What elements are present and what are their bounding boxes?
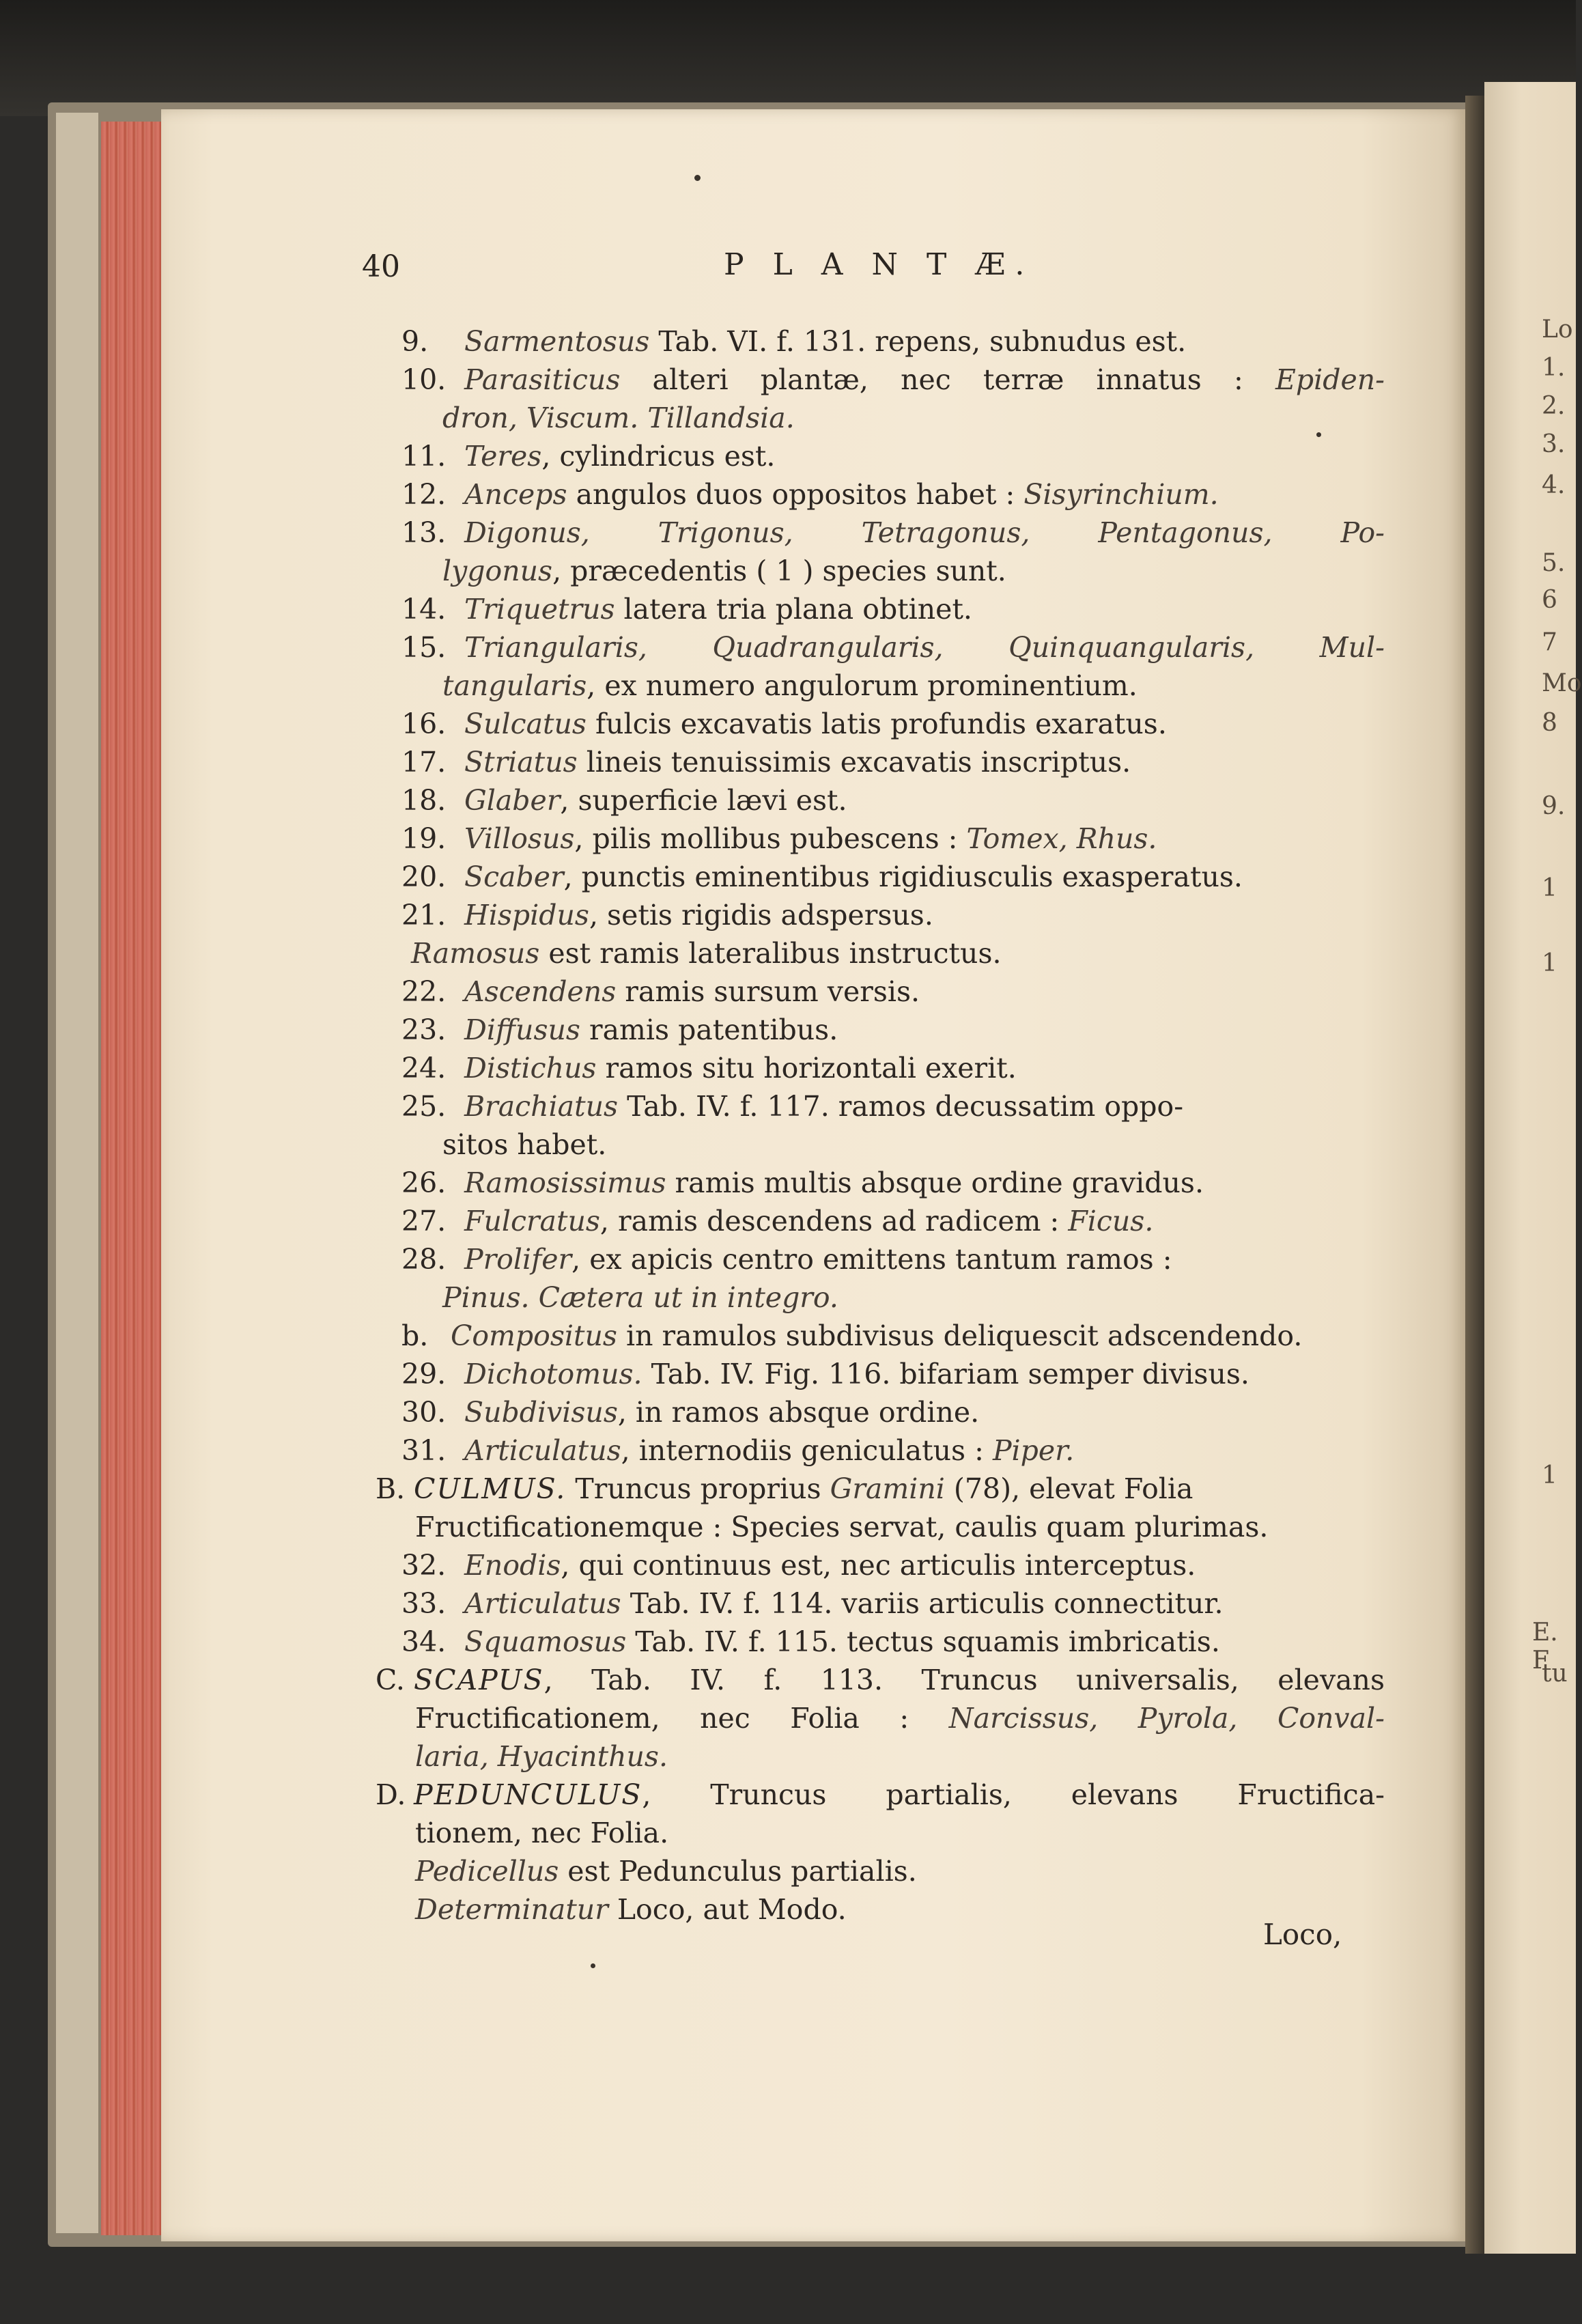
text-line <box>415 1814 1385 1852</box>
term: Striatus <box>464 746 578 779</box>
item-number: 14. <box>401 593 447 626</box>
term: Articulatus <box>464 1587 621 1620</box>
definition: fulcis excavatis latis profundis exaratus. <box>586 708 1167 740</box>
facing-fragment: E. F <box>1532 1619 1558 1675</box>
text-line <box>401 361 1385 399</box>
item-number: 16. <box>401 708 447 740</box>
term: Dichotomus. <box>464 1358 642 1390</box>
text-line <box>401 1164 1385 1202</box>
facing-fragment: Mo <box>1542 669 1582 697</box>
definition: , Truncus partialis, elevans Fructifica- <box>642 1778 1385 1811</box>
ink-speck <box>694 175 701 181</box>
definition: ramis multis absque ordine gravidus. <box>666 1166 1204 1199</box>
text-line <box>401 1317 1385 1355</box>
definition: Truncus proprius <box>566 1472 821 1505</box>
term: Squamosus <box>464 1625 627 1658</box>
example-genera: Piper. <box>983 1434 1075 1467</box>
definition: latera tria plana obtinet. <box>615 593 972 626</box>
term: Distichus <box>464 1052 597 1084</box>
item-number: 12. <box>401 478 447 511</box>
text-line <box>415 1890 1385 1929</box>
definition: lineis tenuissimis excavatis inscriptus. <box>577 746 1131 779</box>
text-line <box>401 590 1385 628</box>
book-gutter <box>1465 96 1484 2254</box>
term: Teres <box>464 440 542 473</box>
text-line <box>401 1011 1385 1049</box>
definition: est ramis lateralibus instructus. <box>539 937 1002 970</box>
item-number: 33. <box>401 1587 447 1620</box>
text-line <box>401 1584 1385 1623</box>
item-number: 24. <box>401 1052 447 1084</box>
definition: Tab. VI. f. 131. repens, subnudus est. <box>649 325 1187 358</box>
term: Ramosus <box>411 937 540 970</box>
term: Subdivisus <box>464 1396 618 1429</box>
facing-fragment: 1 <box>1542 1461 1557 1489</box>
item-number: 10. <box>401 363 447 396</box>
term: Compositus <box>451 1319 617 1352</box>
facing-fragment: 3. <box>1542 430 1566 458</box>
text-line <box>442 399 1385 437</box>
item-number: 31. <box>401 1434 447 1467</box>
backdrop <box>0 0 1576 116</box>
definition: , cylindricus est. <box>541 440 776 473</box>
page-text <box>376 322 1385 1929</box>
text-line <box>401 1546 1385 1584</box>
ink-speck <box>591 1963 595 1968</box>
definition: Tab. IV. Fig. 116. bifariam semper divisus. <box>642 1358 1249 1390</box>
facing-fragment: 4. <box>1542 471 1566 499</box>
section-letter: D. <box>376 1778 406 1811</box>
page-block-edge <box>56 113 98 2233</box>
facing-fragment: 5. <box>1542 549 1566 577</box>
section-letter: B. <box>376 1472 406 1505</box>
item-number: 27. <box>401 1205 447 1237</box>
text-line <box>401 514 1385 552</box>
text-line <box>401 437 1385 475</box>
term: Pedicellus <box>415 1855 559 1888</box>
definition: ramis sursum versis. <box>616 975 920 1008</box>
text-line <box>442 667 1385 705</box>
item-number: 11. <box>401 440 447 473</box>
example-genera: dron, Viscum. Tillandsia. <box>442 402 795 434</box>
term: Scaber <box>464 860 564 893</box>
term: Anceps <box>464 478 567 511</box>
term: Determinatur <box>415 1893 608 1926</box>
text-line <box>401 1202 1385 1240</box>
term: Enodis <box>464 1549 561 1582</box>
term: Prolifer <box>464 1243 572 1276</box>
definition: , ex numero angulorum prominentium. <box>587 669 1138 702</box>
red-sprinkled-edge <box>101 122 163 2235</box>
example-genera: Sisyrinchium. <box>1015 478 1219 511</box>
facing-fragment: 1 <box>1542 949 1557 977</box>
example-genera: Ficus. <box>1059 1205 1154 1237</box>
definition: , ramis descendens ad radicem : <box>599 1205 1060 1237</box>
term: Parasiticus <box>464 363 621 396</box>
item-number: 25. <box>401 1090 447 1123</box>
item-number: 19. <box>401 822 447 855</box>
definition: (78), elevat Folia <box>944 1472 1193 1505</box>
item-number: 28. <box>401 1243 447 1276</box>
term: lygonus <box>442 555 553 587</box>
definition: sitos habet. <box>442 1128 607 1161</box>
text-line <box>415 1699 1385 1737</box>
text-line <box>401 1431 1385 1470</box>
section-heading: PEDUNCULUS <box>414 1778 642 1811</box>
item-number: 18. <box>401 784 447 817</box>
text-line <box>401 1087 1385 1125</box>
term: Brachiatus <box>464 1090 619 1123</box>
text-line <box>442 1125 1385 1164</box>
text-line <box>401 820 1385 858</box>
text-line <box>442 1278 1385 1317</box>
item-number: b. <box>401 1319 429 1352</box>
definition: , internodiis geniculatus : <box>621 1434 984 1467</box>
definition: Fructificationem, nec Folia : <box>415 1702 909 1735</box>
item-number: 30. <box>401 1396 447 1429</box>
item-number: 23. <box>401 1013 447 1046</box>
term: tangularis <box>442 669 587 702</box>
example-genera: Narcissus, Pyrola, Conval- <box>909 1702 1385 1735</box>
definition: in ramulos subdivisus deliquescit adscendendo. <box>617 1319 1303 1352</box>
term: Glaber <box>464 784 561 817</box>
definition: , in ramos absque ordine. <box>617 1396 980 1429</box>
item-number: 22. <box>401 975 447 1008</box>
text-line <box>401 1240 1385 1278</box>
text-line <box>401 322 1385 361</box>
definition: , pilis mollibus pubescens : <box>574 822 958 855</box>
text-line <box>442 552 1385 590</box>
definition: Tab. IV. f. 115. tectus squamis imbricatis. <box>626 1625 1220 1658</box>
definition: , ex apicis centro emittens tantum ramos : <box>571 1243 1172 1276</box>
text-line <box>401 1355 1385 1393</box>
definition: , superficie lævi est. <box>560 784 847 817</box>
definition: Loco, aut Modo. <box>608 1893 847 1926</box>
example-genera: Pinus. Cætera ut in integro. <box>442 1281 838 1314</box>
running-title: P L A N T Æ. <box>724 247 1034 282</box>
catchword: Loco, <box>1263 1918 1342 1951</box>
text-line <box>411 934 1385 972</box>
text-line <box>401 1049 1385 1087</box>
term: Articulatus <box>464 1434 621 1467</box>
text-line <box>401 705 1385 743</box>
facing-fragment: 1 <box>1542 874 1557 902</box>
facing-fragment: 8 <box>1542 709 1557 737</box>
definition: , præcedentis ( 1 ) species sunt. <box>552 555 1006 587</box>
term: Ramosissimus <box>464 1166 666 1199</box>
example-genera: laria, Hyacinthus. <box>415 1740 668 1773</box>
term: Diffusus <box>464 1013 580 1046</box>
text-line <box>401 781 1385 820</box>
item-number: 13. <box>401 516 447 549</box>
text-line <box>415 1508 1385 1546</box>
definition: , qui continuus est, nec articulis interceptus. <box>561 1549 1196 1582</box>
definition: alteri plantæ, nec terræ innatus : <box>620 363 1243 396</box>
section-heading: CULMUS. <box>414 1472 567 1505</box>
example-genera: Epiden- <box>1243 363 1385 396</box>
facing-fragment: Lo <box>1542 316 1573 344</box>
term: Villosus <box>464 822 575 855</box>
page-number: 40 <box>362 249 400 284</box>
item-number: 34. <box>401 1625 447 1658</box>
section-letter: C. <box>376 1664 405 1696</box>
definition: est Pedunculus partialis. <box>559 1855 917 1888</box>
text-line <box>401 743 1385 781</box>
definition: Fructificationemque : Species servat, caulis quam plurimas. <box>415 1511 1269 1543</box>
item-number: 29. <box>401 1358 447 1390</box>
text-line <box>415 1737 1385 1776</box>
item-number: 17. <box>401 746 447 779</box>
term: Fulcratus <box>464 1205 600 1237</box>
facing-fragment: 2. <box>1542 392 1566 420</box>
item-number: 15. <box>401 631 447 664</box>
term: Sulcatus <box>464 708 587 740</box>
term: Digonus, Trigonus, Tetragonus, Pentagonus, Po- <box>464 516 1385 549</box>
definition: ramis patentibus. <box>580 1013 838 1046</box>
term: Triquetrus <box>464 593 615 626</box>
section-heading: SCAPUS <box>414 1664 544 1696</box>
item-number: 26. <box>401 1166 447 1199</box>
definition: , punctis eminentibus rigidiusculis exasperatus. <box>563 860 1243 893</box>
text-line <box>401 896 1385 934</box>
term: Sarmentosus <box>464 325 650 358</box>
term: Ascendens <box>464 975 617 1008</box>
definition: ramos situ horizontali exerit. <box>596 1052 1017 1084</box>
example-genera: Tomex, Rhus. <box>957 822 1157 855</box>
term: Hispidus <box>464 899 589 932</box>
text-line <box>401 972 1385 1011</box>
definition: , setis rigidis adspersus. <box>589 899 933 932</box>
text-line <box>401 628 1385 667</box>
text-line <box>401 475 1385 514</box>
text-line <box>401 1623 1385 1661</box>
item-number: 21. <box>401 899 447 932</box>
term: Gramini <box>821 1472 945 1505</box>
definition: angulos duos oppositos habet : <box>567 478 1015 511</box>
text-line <box>376 1661 1385 1699</box>
definition: Tab. IV. f. 117. ramos decussatim oppo- <box>618 1090 1184 1123</box>
text-line <box>376 1470 1385 1508</box>
text-line <box>401 858 1385 896</box>
facing-fragment: 1. <box>1542 354 1566 382</box>
facing-fragment: 9. <box>1542 792 1566 820</box>
text-line <box>415 1852 1385 1890</box>
facing-fragment: 7 <box>1542 628 1557 656</box>
term: Triangularis, Quadrangularis, Quinquangularis, Mul- <box>464 631 1385 664</box>
facing-fragment: tu <box>1542 1660 1568 1688</box>
text-line <box>401 1393 1385 1431</box>
item-number: 32. <box>401 1549 447 1582</box>
item-number: 9. <box>401 325 429 358</box>
item-number: 20. <box>401 860 447 893</box>
definition: , Tab. IV. f. 113. Truncus universalis, elevans <box>543 1664 1385 1696</box>
definition: Tab. IV. f. 114. variis articulis connectitur. <box>621 1587 1224 1620</box>
definition: tionem, nec Folia. <box>415 1817 669 1849</box>
text-line <box>376 1776 1385 1814</box>
facing-fragment: 6 <box>1542 586 1557 614</box>
